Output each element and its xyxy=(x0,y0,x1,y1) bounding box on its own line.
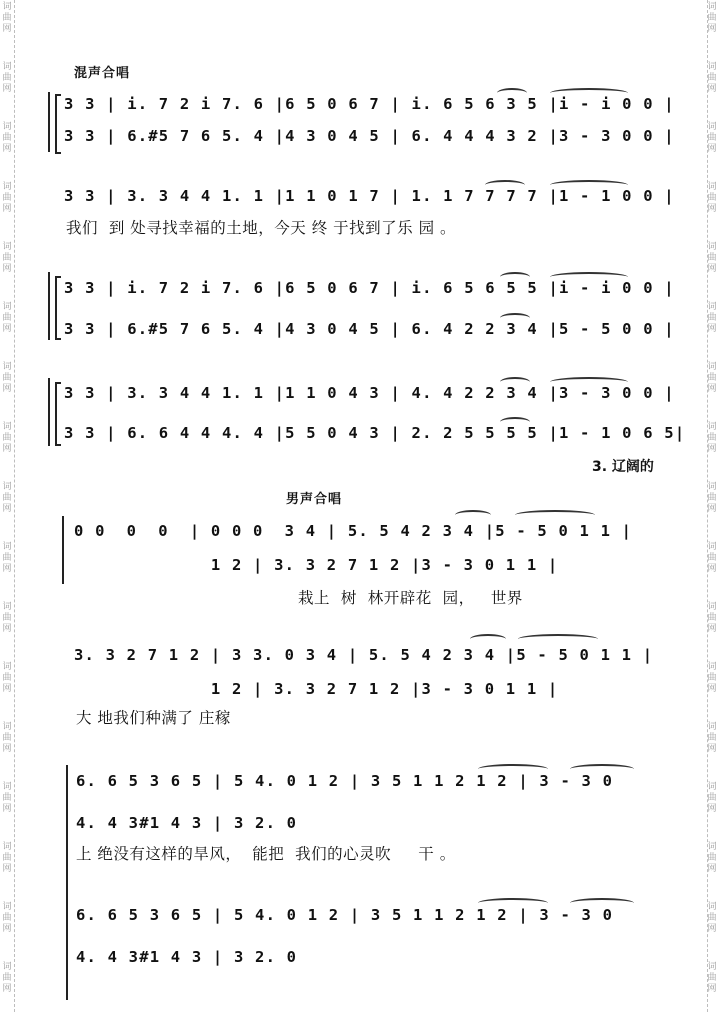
system-brace xyxy=(62,516,64,584)
watermark-glyph: 网 xyxy=(2,924,12,934)
watermark-glyph: 词 xyxy=(707,422,717,432)
system6-lyric: 大 地我们种满了 庄稼 xyxy=(76,709,231,727)
watermark-glyph: 网 xyxy=(707,744,717,754)
slur xyxy=(470,634,506,644)
staff-bracket xyxy=(55,276,61,340)
slur xyxy=(550,180,628,190)
system8-voice2: 4. 4 3#1 4 3 | 3 2. 0 xyxy=(76,948,298,966)
watermark-glyph: 网 xyxy=(707,444,717,454)
slur xyxy=(515,510,595,520)
watermark-glyph: 词 xyxy=(2,542,12,552)
watermark-glyph: 曲 xyxy=(2,313,12,323)
watermark-glyph: 词 xyxy=(2,242,12,252)
slur xyxy=(485,180,525,190)
watermark-glyph: 曲 xyxy=(707,373,717,383)
watermark-glyph: 曲 xyxy=(2,733,12,743)
system5-voice1: 0 0 0 0 | 0 0 0 3 4 | 5. 5 4 2 3 4 |5 - 5 0 1 1 | xyxy=(74,522,633,540)
watermark-glyph: 网 xyxy=(707,624,717,634)
slur xyxy=(550,272,628,282)
pickup-lyric: 3. 辽阔的 xyxy=(592,459,654,475)
watermark-glyph: 词 xyxy=(707,602,717,612)
watermark-glyph: 词 xyxy=(707,62,717,72)
watermark-glyph: 网 xyxy=(2,264,12,274)
watermark-glyph: 网 xyxy=(707,324,717,334)
watermark-glyph: 网 xyxy=(2,804,12,814)
watermark-glyph: 词 xyxy=(707,722,717,732)
system1-voice1: 3 3 | i. 7 2 i 7. 6 |6 5 0 6 7 | i. 6 5 6 3 5 |i - i 0 0 | xyxy=(64,95,675,113)
watermark-glyph: 曲 xyxy=(2,613,12,623)
slur xyxy=(550,377,628,387)
watermark-glyph: 网 xyxy=(707,24,717,34)
watermark-glyph: 曲 xyxy=(707,73,717,83)
slur xyxy=(478,898,548,908)
watermark-glyph: 词 xyxy=(707,902,717,912)
watermark-glyph: 网 xyxy=(2,24,12,34)
watermark-glyph: 曲 xyxy=(2,913,12,923)
system4-voice1: 3 3 | 3. 3 4 4 1. 1 |1 1 0 4 3 | 4. 4 2 2 3 4 |3 - 3 0 0 | xyxy=(64,384,675,402)
watermark-glyph: 曲 xyxy=(707,553,717,563)
section-title-mixed-chorus: 混声合唱 xyxy=(74,66,131,81)
watermark-glyph: 词 xyxy=(707,782,717,792)
watermark-glyph: 词 xyxy=(707,362,717,372)
watermark-glyph: 网 xyxy=(2,204,12,214)
watermark-glyph: 曲 xyxy=(2,373,12,383)
watermark-glyph: 网 xyxy=(707,504,717,514)
watermark-glyph: 曲 xyxy=(707,193,717,203)
system7-lyric: 上 绝没有这样的旱风， 能把 我们的心灵吹 干 。 xyxy=(76,845,456,863)
slur xyxy=(500,417,530,427)
watermark-glyph: 网 xyxy=(2,984,12,994)
watermark-glyph: 网 xyxy=(707,264,717,274)
watermark-glyph: 曲 xyxy=(2,673,12,683)
slur xyxy=(570,764,634,774)
watermark-glyph: 曲 xyxy=(707,493,717,503)
watermark-glyph: 词 xyxy=(707,542,717,552)
watermark-glyph: 曲 xyxy=(2,253,12,263)
system6-voice2: 1 2 | 3. 3 2 7 1 2 |3 - 3 0 1 1 | xyxy=(74,680,559,698)
watermark-glyph: 曲 xyxy=(2,793,12,803)
watermark-glyph: 曲 xyxy=(707,913,717,923)
system8-voice1: 6. 6 5 3 6 5 | 5 4. 0 1 2 | 3 5 1 1 2 1 2 | 3 - 3 0 xyxy=(76,906,614,924)
watermark-glyph: 词 xyxy=(2,722,12,732)
watermark-glyph: 网 xyxy=(707,864,717,874)
watermark-glyph: 曲 xyxy=(2,973,12,983)
watermark-glyph: 词 xyxy=(707,962,717,972)
watermark-glyph: 词 xyxy=(707,302,717,312)
watermark-glyph: 网 xyxy=(2,564,12,574)
watermark-glyph: 词 xyxy=(707,242,717,252)
watermark-glyph: 网 xyxy=(2,84,12,94)
watermark-glyph: 网 xyxy=(2,684,12,694)
watermark-glyph: 曲 xyxy=(707,433,717,443)
watermark-glyph: 词 xyxy=(2,962,12,972)
watermark-glyph: 曲 xyxy=(707,793,717,803)
system4-voice2: 3 3 | 6. 6 4 4 4. 4 |5 5 0 4 3 | 2. 2 5 5 5 5 |1 - 1 0 6 5| xyxy=(64,424,686,442)
section-title-male-chorus: 男声合唱 xyxy=(286,492,343,507)
system7-voice1: 6. 6 5 3 6 5 | 5 4. 0 1 2 | 3 5 1 1 2 1 2 | 3 - 3 0 xyxy=(76,772,614,790)
system3-voice2: 3 3 | 6.#5 7 6 5. 4 |4 3 0 4 5 | 6. 4 2 2 3 4 |5 - 5 0 0 | xyxy=(64,320,675,338)
system2-voice1: 3 3 | 3. 3 4 4 1. 1 |1 1 0 1 7 | 1. 1 7 7 7 7 |1 - 1 0 0 | xyxy=(64,187,675,205)
watermark-glyph: 词 xyxy=(707,182,717,192)
watermark-glyph: 网 xyxy=(2,444,12,454)
watermark-glyph: 曲 xyxy=(2,133,12,143)
watermark-glyph: 曲 xyxy=(2,493,12,503)
slur xyxy=(478,764,548,774)
watermark-glyph: 词 xyxy=(2,182,12,192)
watermark-glyph: 词 xyxy=(2,302,12,312)
slur xyxy=(570,898,634,908)
watermark-glyph: 网 xyxy=(2,624,12,634)
watermark-glyph: 词 xyxy=(2,842,12,852)
system-brace xyxy=(48,272,50,340)
watermark-glyph: 网 xyxy=(707,804,717,814)
watermark-glyph: 词 xyxy=(2,362,12,372)
watermark-glyph: 词 xyxy=(2,422,12,432)
system2-lyric: 我们 到 处寻找幸福的土地，今天 终 于找到了乐 园 。 xyxy=(66,219,456,237)
watermark-glyph: 网 xyxy=(707,84,717,94)
watermark-glyph: 曲 xyxy=(2,853,12,863)
watermark-glyph: 网 xyxy=(2,384,12,394)
watermark-glyph: 词 xyxy=(707,662,717,672)
watermark-glyph: 网 xyxy=(2,864,12,874)
slur xyxy=(455,510,491,520)
system6-voice1: 3. 3 2 7 1 2 | 3 3. 0 3 4 | 5. 5 4 2 3 4 |5 - 5 0 1 1 | xyxy=(74,646,654,664)
slur xyxy=(500,377,530,387)
watermark-glyph: 网 xyxy=(2,144,12,154)
watermark-glyph: 网 xyxy=(2,504,12,514)
watermark-glyph: 网 xyxy=(707,924,717,934)
watermark-glyph: 网 xyxy=(707,204,717,214)
watermark-glyph: 网 xyxy=(707,684,717,694)
watermark-glyph: 词 xyxy=(2,62,12,72)
slur xyxy=(500,313,530,323)
watermark-glyph: 曲 xyxy=(707,13,717,23)
watermark-glyph: 词 xyxy=(707,842,717,852)
watermark-glyph: 曲 xyxy=(707,853,717,863)
watermark-glyph: 曲 xyxy=(2,193,12,203)
watermark-glyph: 词 xyxy=(2,782,12,792)
watermark-glyph: 网 xyxy=(707,384,717,394)
slur xyxy=(550,88,628,98)
watermark-glyph: 词 xyxy=(2,482,12,492)
system-brace xyxy=(48,92,50,152)
system3-voice1: 3 3 | i. 7 2 i 7. 6 |6 5 0 6 7 | i. 6 5 6 5 5 |i - i 0 0 | xyxy=(64,279,675,297)
watermark-glyph: 曲 xyxy=(707,613,717,623)
watermark-glyph: 词 xyxy=(2,662,12,672)
watermark-glyph: 曲 xyxy=(707,673,717,683)
watermark-glyph: 曲 xyxy=(707,733,717,743)
watermark-glyph: 网 xyxy=(707,564,717,574)
watermark-glyph: 曲 xyxy=(2,13,12,23)
watermark-glyph: 词 xyxy=(707,482,717,492)
watermark-glyph: 网 xyxy=(707,984,717,994)
system-brace xyxy=(66,765,68,1000)
system7-voice2: 4. 4 3#1 4 3 | 3 2. 0 xyxy=(76,814,298,832)
system5-voice2: 1 2 | 3. 3 2 7 1 2 |3 - 3 0 1 1 | xyxy=(74,556,559,574)
system1-voice2: 3 3 | 6.#5 7 6 5. 4 |4 3 0 4 5 | 6. 4 4 4 3 2 |3 - 3 0 0 | xyxy=(64,127,675,145)
watermark-glyph: 网 xyxy=(2,744,12,754)
watermark-glyph: 曲 xyxy=(707,133,717,143)
watermark-glyph: 曲 xyxy=(707,973,717,983)
slur xyxy=(518,634,598,644)
slur xyxy=(497,88,527,98)
watermark-glyph: 词 xyxy=(2,902,12,912)
watermark-glyph: 曲 xyxy=(2,553,12,563)
watermark-glyph: 曲 xyxy=(707,313,717,323)
watermark-glyph: 词 xyxy=(2,2,12,12)
slur xyxy=(500,272,530,282)
system5-lyric: 栽上 树 林开辟花 园， 世界 xyxy=(298,589,523,607)
watermark-glyph: 词 xyxy=(707,2,717,12)
watermark-glyph: 曲 xyxy=(2,73,12,83)
watermark-glyph: 词 xyxy=(2,602,12,612)
watermark-glyph: 词 xyxy=(707,122,717,132)
watermark-glyph: 网 xyxy=(707,144,717,154)
watermark-glyph: 曲 xyxy=(2,433,12,443)
system-brace xyxy=(48,378,50,446)
watermark-glyph: 曲 xyxy=(707,253,717,263)
watermark-glyph: 网 xyxy=(2,324,12,334)
staff-bracket xyxy=(55,382,61,446)
staff-bracket xyxy=(55,94,61,154)
watermark-glyph: 词 xyxy=(2,122,12,132)
